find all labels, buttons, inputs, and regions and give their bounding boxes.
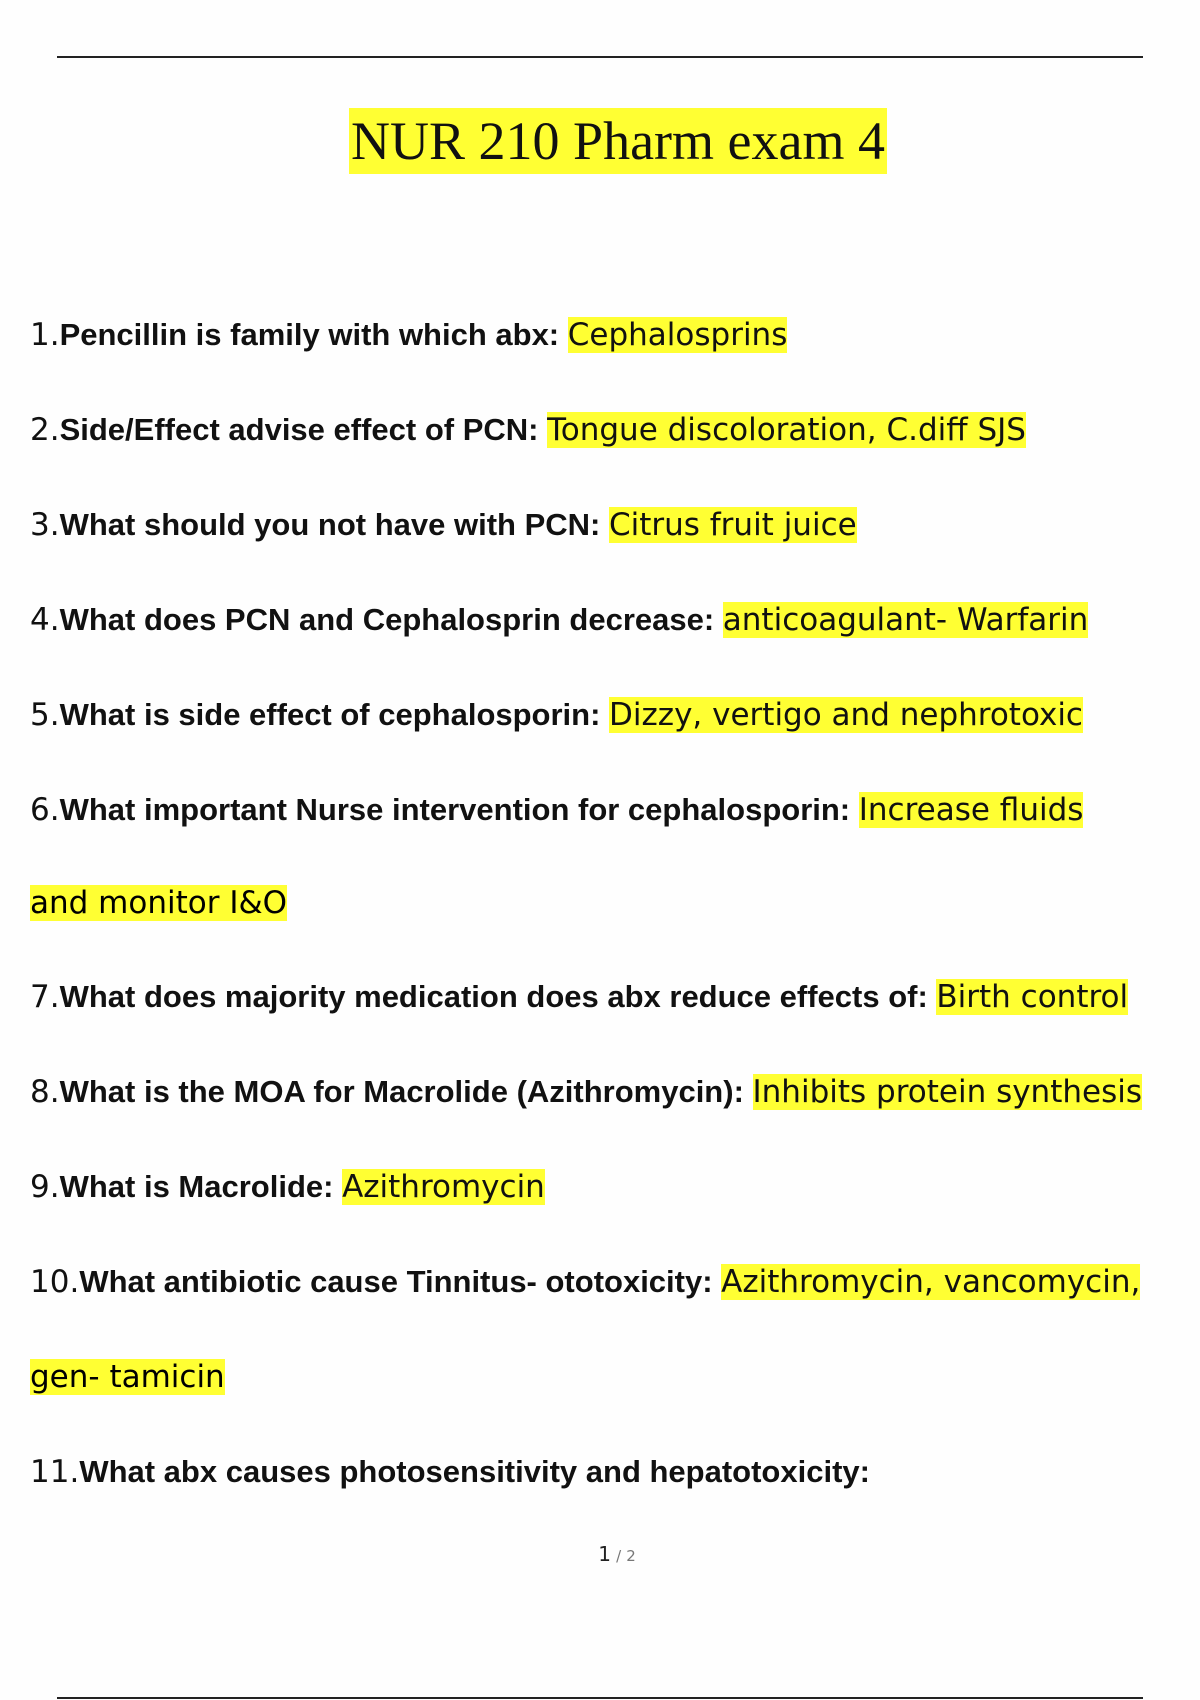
bottom-rule: [57, 1697, 1143, 1699]
question-number: 6.: [30, 792, 60, 828]
question-text: What does PCN and Cephalosprin decrease:: [59, 602, 723, 637]
answer-highlight: Azithromycin: [342, 1169, 545, 1205]
question-text: What does majority medication does abx reduce effects of:: [59, 979, 937, 1014]
question-number: 7.: [30, 979, 60, 1015]
question-item: [30, 977, 1128, 1017]
question-text: What is side effect of cephalosporin:: [59, 697, 610, 732]
question-text: Side/Effect advise effect of PCN:: [59, 412, 548, 447]
question-number: 5.: [30, 697, 60, 733]
page-title: NUR 210 Pharm exam 4: [349, 108, 887, 174]
question-text: What is Macrolide:: [59, 1169, 343, 1204]
question-number: 8.: [30, 1074, 60, 1110]
answer-highlight: Tongue discoloration, C.diff SJS: [547, 412, 1026, 448]
question-number: 4.: [30, 602, 60, 638]
answer-highlight: Inhibits protein synthesis: [752, 1074, 1142, 1110]
answer-highlight: Azithromycin, vancomycin,: [721, 1264, 1141, 1300]
question-number: 10.: [30, 1264, 80, 1300]
answer-highlight: anticoagulant- Warfarin: [722, 602, 1089, 638]
question-item: [30, 505, 857, 545]
top-rule: [57, 56, 1143, 58]
answer-highlight: Birth control: [936, 979, 1129, 1015]
question-number: 1.: [30, 317, 60, 353]
answer-highlight: Dizzy, vertigo and nephrotoxic: [609, 697, 1083, 733]
question-item: [30, 410, 1026, 450]
question-number: 11.: [30, 1454, 80, 1490]
question-text: What is the MOA for Macrolide (Azithromycin):: [59, 1074, 753, 1109]
question-number: 2.: [30, 412, 60, 448]
question-item: [30, 695, 1083, 735]
question-text: Pencillin is family with which abx:: [59, 317, 568, 352]
question-item: [30, 1262, 1140, 1302]
answer-highlight: Citrus fruit juice: [608, 507, 857, 543]
answer-highlight: and monitor I&O: [30, 885, 288, 921]
answer-continuation: [30, 883, 287, 929]
answer-highlight: Increase fluids: [858, 792, 1084, 828]
question-number: 9.: [30, 1169, 60, 1205]
question-text: What important Nurse intervention for cephalosporin:: [59, 792, 859, 827]
page-indicator: [0, 1542, 1200, 1566]
answer-continuation: [30, 1357, 225, 1403]
question-item: [30, 1452, 870, 1492]
question-number: 3.: [30, 507, 60, 543]
question-text: What abx causes photosensitivity and hepatotoxicity:: [79, 1454, 870, 1489]
current-page: 1: [598, 1542, 611, 1566]
question-item: [30, 1167, 545, 1207]
question-item: [30, 315, 787, 355]
answer-highlight: Cephalosprins: [567, 317, 788, 353]
question-item: [30, 790, 1083, 830]
question-item: [30, 600, 1088, 640]
total-pages: 2: [626, 1547, 636, 1565]
title-block: [0, 108, 1200, 174]
question-text: What antibiotic cause Tinnitus- ototoxicity:: [79, 1264, 722, 1299]
question-item: [30, 1072, 1142, 1112]
question-text: What should you not have with PCN:: [59, 507, 609, 542]
page-separator: /: [616, 1547, 622, 1565]
answer-highlight: gen- tamicin: [30, 1359, 225, 1395]
